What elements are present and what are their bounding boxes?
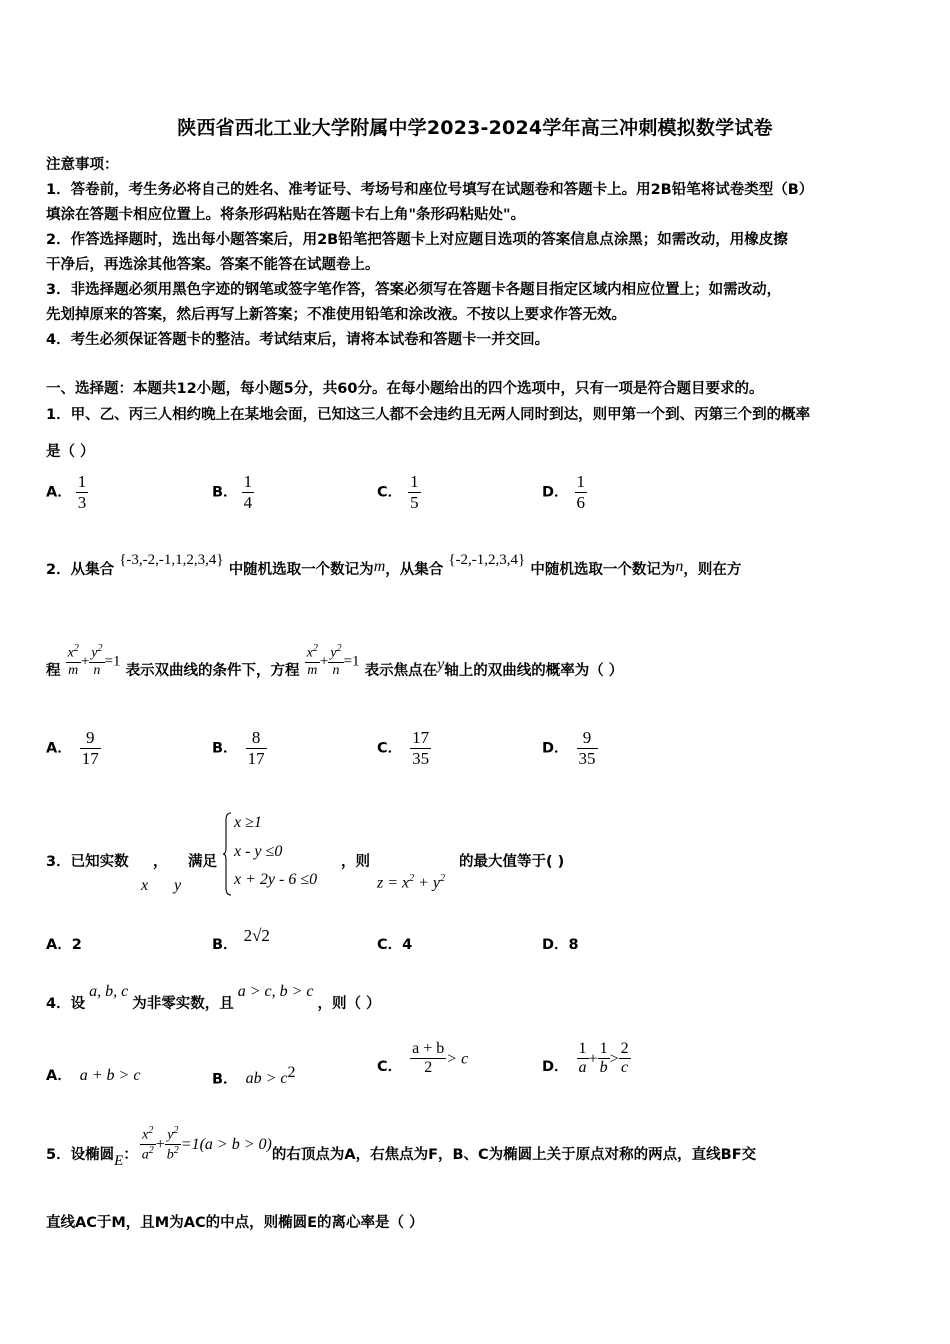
page-title: 陕西省西北工业大学附属中学2023-2024学年高三冲刺模拟数学试卷 [177,117,773,139]
option-label: C． [377,484,403,501]
q2-text: ，从集合 [385,562,444,578]
notice-line: 1．答卷前，考生务必将自己的姓名、准考证号、考场号和座位号填写在试题卷和答题卡上。用2B铅笔将试卷类型（B） [46,182,814,198]
frac-num: 1 [77,472,87,491]
set-1-values: -3,-2,-1,1,2,3,4 [126,552,217,568]
q2-text: 轴上的双曲线的概率为（ ） [444,663,624,680]
var-x: x [141,877,149,894]
q5-stem-line2: 直线AC于M，且M为AC的中点，则椭圆E的离心率是（ ） [46,1215,424,1231]
objective: $z = x^2 + y^2$ [377,873,446,892]
q1-stem: 1．甲、乙、丙三人相约晚上在某地会面，已知这三人都不会违约且无两人同时到达，则甲第一个到、丙第三个到的概率 [46,407,811,423]
option-label: D． [542,1059,569,1076]
frac-num: 17 [412,728,430,747]
notice-heading: 注意事项： [46,157,119,173]
frac-den: m [307,662,318,678]
q2-stem-line1 [46,552,742,579]
system-brace [222,812,232,896]
q3-option-b [212,926,270,954]
q4-option-d: D． $\frac{1}{a}$ + $\frac{1}{b}$ > $\frac{2}{c}$ [542,1040,629,1077]
q2-text: 中随机选取一个数记为 [530,562,676,578]
frac-den: m [68,662,79,678]
objective-part: z = x [377,874,410,892]
eq-rhs: =1 [343,653,360,670]
q5-text: 5．设椭圆 [46,1146,115,1163]
frac-x2-m: $\frac{x^2}{m}$ [67,643,79,678]
q4-text: ，则（ ） [317,996,381,1012]
q3-text: 3．已知实数 [46,854,129,870]
constraint-1: x ≥1 [234,814,262,831]
q3-text: ， [153,854,168,870]
q2-text: 2．从集合 [46,562,115,578]
set-2: {-2,-1,2,3,4} [448,552,526,568]
set-1: {-3,-2,-1,1,2,3,4} [119,552,224,568]
option-value: 2√2 [243,926,270,945]
notice-line: 先划掉原来的答案，然后再写上新答案；不准使用铅笔和涂改液。不按以上要求作答无效。 [46,307,626,323]
q4-cond: a > c, b > c [237,983,314,1000]
frac-num: 1 [243,472,253,491]
notice-line: 4．考生必须保证答题卡的整洁。考试结束后，请将本试卷和答题卡一并交回。 [46,332,550,348]
option-rhs: > c [446,1050,469,1068]
option-value: 8 [568,937,579,953]
q3-option-c [377,933,412,954]
q3-text: 满足 [188,854,217,870]
constraint-3: x + 2y - 6 ≤0 [234,871,318,888]
notice-line: 干净后，再选涂其他答案。答案不能答在试题卷上。 [46,257,380,273]
eq-rhs: =1 [104,653,121,670]
option-label: D． [542,937,569,953]
q4-vars: a, b, c [89,983,129,1000]
frac-den: n [93,662,101,678]
q1-option-d [542,472,587,512]
frac-den: 5 [410,492,419,512]
q3-option-a [46,933,82,954]
notice-line: 3．非选择题必须用黑色字迹的钢笔或签字笔作答，答案必须写在答题卡各题目指定区域内相应位置上；如需改动， [46,282,782,298]
q5-stem-line1: 5．设椭圆E： $\frac{x^2}{a^2}$ + $\frac{y^2}{b^2}$ =1(a > b > 0)的右顶点为A，右焦点为F，B、C为椭圆上关于原点对称的两点，直线BF交 [46,1125,757,1169]
option-value: 4 [402,937,413,953]
frac-x2-m: $\frac{x^2}{m}$ [306,643,318,678]
q1-option-c [377,472,421,512]
q5-text: ： [123,1146,138,1163]
frac-den: 4 [243,492,253,512]
q4-option-b: B． ab > $c^2$ [212,1064,296,1088]
frac-den: 17 [247,748,265,768]
var-y: y [437,656,445,674]
frac-num: a + b [410,1040,446,1059]
frac-den: 17 [81,748,99,768]
constraint-2: x - y ≤0 [234,843,283,860]
var-n: n [675,558,684,575]
q2-option-b [212,728,267,768]
q2-text: 程 [46,663,61,680]
q4-option-c [377,1040,468,1078]
q3-option-d [542,933,579,954]
q2-option-c [377,728,431,768]
q4-stem [46,983,381,1013]
option-label: B． [212,937,238,953]
q2-text: 中随机选取一个数记为 [228,562,374,578]
q4-text: 4．设 [46,996,86,1012]
option-label: B． [212,740,238,757]
q2-option-a [46,728,101,768]
frac-num: 8 [246,728,267,749]
q2-option-d [542,728,598,768]
frac-den: 35 [578,748,596,768]
q2-text: 表示双曲线的条件下，方程 [125,663,300,680]
option-label: D． [542,484,569,501]
q1-option-a [46,472,88,512]
set-2-values: -2,-1,2,3,4 [455,552,519,568]
frac-num: 1 [410,472,419,491]
option-value: 2 [71,937,82,953]
q4-text: 为非零实数，且 [132,996,234,1012]
option-label: D． [542,740,569,757]
frac-den: 2 [424,1059,433,1077]
var-m: m [373,558,386,575]
option-label: B． [212,484,238,501]
q1-stem-end: 是（ ） [46,444,95,460]
frac-den: 6 [576,492,586,512]
frac-num: 2 [619,1040,631,1059]
option-label: A． [46,484,72,501]
frac-num: x [67,645,74,661]
option-label: B． [212,1071,238,1088]
q3-text: 的最大值等于( ) [459,854,565,870]
q5-cond: =1(a > b > 0) [180,1135,272,1153]
option-value: a + b > c [79,1067,141,1084]
frac-den: 35 [412,748,430,768]
frac-num: y [91,645,98,661]
notice-line: 2．作答选择题时，选出每小题答案后，用2B铅笔把答题卡上对应题目选项的答案信息点涂黑；如需改动，用橡皮擦 [46,232,788,248]
option-label: C． [377,937,403,953]
notice-line: 填涂在答题卡相应位置上。将条形码粘贴在答题卡右上角"条形码粘贴处"。 [46,207,526,223]
section-heading: 一、选择题：本题共12小题，每小题5分，共60分。在每小题给出的四个选项中，只有一项是符合题目要求的。 [46,381,764,397]
option-value: ab > c [245,1070,288,1088]
frac-num: 9 [80,728,101,749]
q1-option-b [212,472,254,512]
frac-den: 3 [77,492,87,512]
q3-text: ，则 [341,854,370,870]
frac-num: 1 [576,472,586,491]
frac-num: 9 [577,728,598,749]
var-y: y [174,877,182,894]
option-label: C． [377,1059,403,1076]
option-label: A． [46,740,72,757]
option-label: A． [46,937,72,953]
q2-text: 表示焦点在 [364,663,438,680]
option-label: A． [46,1068,72,1084]
var-E: E [114,1152,124,1169]
q2-text: ，则在方 [683,562,742,578]
q5-text: 的右顶点为A，右焦点为F，B、C为椭圆上关于原点对称的两点，直线BF交 [271,1146,757,1163]
frac-num: y [330,645,337,661]
frac-den: n [332,662,340,678]
q2-stem-line2: 程 $\frac{x^2}{m}$ + $\frac{y^2}{n}$ =1 表示双曲线的条件下，方程 $\frac{x^2}{m}$ + $\frac{y^2}{n}$ =1 表示焦点在y轴上的双曲线的概率为（ ） [46,643,624,680]
option-label: C． [377,740,403,757]
frac-y2-n: $\frac{y^2}{n}$ [91,643,103,678]
frac-num: x [306,645,313,661]
objective-part: + y [414,874,441,892]
q4-option-a [46,1064,140,1085]
frac-y2-n: $\frac{y^2}{n}$ [330,643,342,678]
frac-den: c [621,1059,629,1077]
